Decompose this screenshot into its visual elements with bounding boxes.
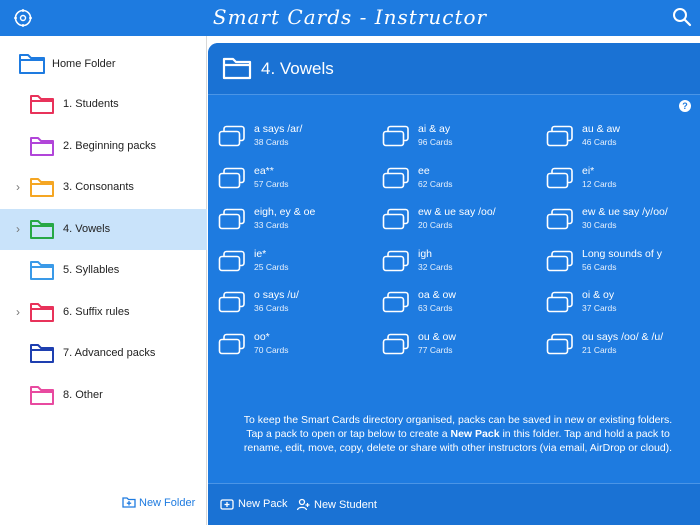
pack-name: ee [418, 164, 430, 177]
pack-name: a says /ar/ [254, 123, 303, 135]
bottom-toolbar [208, 483, 700, 525]
chevron-right-icon[interactable]: › [16, 180, 20, 194]
chevron-right-icon[interactable]: › [16, 221, 20, 236]
pack-name: Long sounds of y [582, 247, 662, 260]
new-pack-button[interactable] [220, 498, 288, 510]
pack-name: igh [418, 247, 433, 260]
folder-icon [29, 176, 55, 203]
card-stack-icon [382, 125, 410, 154]
sidebar-item-label: 8. Other [63, 388, 103, 401]
card-stack-icon [382, 167, 410, 196]
card-stack-icon [218, 333, 246, 362]
card-stack-icon [382, 291, 410, 320]
new-pack-icon [220, 498, 234, 510]
card-stack-icon [382, 333, 410, 362]
card-stack-icon [382, 208, 410, 237]
card-stack-icon [546, 250, 574, 279]
chevron-right-icon[interactable]: › [16, 304, 20, 319]
pack-name: eigh, ey & oe [254, 206, 316, 218]
main-panel [208, 43, 700, 525]
pack-name: ou & ow [418, 330, 456, 343]
pack-item[interactable] [546, 121, 700, 157]
folder-icon [29, 93, 55, 120]
sidebar-item-folder[interactable] [0, 292, 207, 333]
card-stack-icon [218, 125, 246, 154]
pack-name: ie* [254, 247, 267, 260]
sidebar-item-label: 2. Beginning packs [63, 139, 156, 152]
new-student-label: New Student [314, 499, 377, 511]
sidebar-item-label: Home Folder [52, 58, 116, 70]
pack-card-count: 77 Cards [418, 344, 453, 355]
sidebar [0, 36, 207, 525]
sidebar-item-label: 4. Vowels [63, 222, 111, 235]
pack-card-count: 32 Cards [418, 261, 453, 272]
sidebar-item-label: 5. Syllables [63, 264, 120, 276]
pack-item[interactable] [218, 246, 378, 282]
card-stack-icon [382, 250, 410, 279]
card-stack-icon [218, 250, 246, 279]
card-stack-icon [218, 167, 246, 196]
info-text-part: To keep the Smart Cards directory organised, packs can be saved in new or existing folders. Tap a pack to open or tap below to create a [243, 414, 673, 440]
card-stack-icon [546, 333, 574, 362]
sidebar-item-label: 6. Suffix rules [63, 305, 130, 318]
pack-item[interactable] [382, 329, 542, 365]
pack-name: oi & oy [582, 289, 615, 301]
pack-item[interactable] [382, 204, 542, 240]
card-stack-icon [546, 291, 574, 320]
pack-name: oo* [254, 330, 270, 343]
pack-card-count: 56 Cards [582, 261, 617, 272]
top-bar [0, 0, 700, 36]
new-folder-icon [122, 496, 136, 508]
folder-icon [222, 55, 252, 86]
sidebar-item-label: 3. Consonants [63, 181, 134, 193]
pack-item[interactable] [546, 287, 700, 323]
pack-item[interactable] [546, 204, 700, 240]
pack-card-count: 37 Cards [582, 303, 617, 313]
app-title: Smart Cards - Instructor [212, 5, 488, 29]
pack-item[interactable] [382, 121, 542, 157]
pack-item[interactable] [546, 329, 700, 365]
new-student-button[interactable] [296, 498, 377, 511]
pack-card-count: 33 Cards [254, 220, 289, 230]
pack-name: ou says /oo/ & /u/ [582, 330, 664, 343]
pack-card-count: 96 Cards [418, 137, 453, 147]
folder-title: 4. Vowels [261, 59, 334, 78]
folder-header [208, 43, 700, 95]
pack-card-count: 30 Cards [582, 220, 617, 230]
pack-name: ea** [254, 164, 274, 177]
pack-item[interactable] [218, 329, 378, 365]
folder-icon [29, 135, 55, 162]
card-stack-icon [546, 208, 574, 237]
info-text-bold: New Pack [450, 428, 500, 440]
folder-icon [29, 384, 55, 411]
new-folder-button[interactable] [122, 496, 195, 509]
pack-card-count: 20 Cards [418, 220, 453, 230]
search-icon[interactable] [672, 7, 692, 27]
pack-card-count: 36 Cards [254, 303, 289, 313]
sidebar-item-folder[interactable] [0, 375, 207, 416]
sidebar-item-label: 1. Students [63, 98, 119, 110]
folder-icon [29, 218, 55, 245]
pack-item[interactable] [218, 121, 378, 157]
pack-name: au & aw [582, 123, 620, 135]
pack-card-count: 62 Cards [418, 178, 453, 189]
pack-name: ai & ay [418, 123, 451, 135]
pack-card-count: 21 Cards [582, 344, 617, 355]
pack-card-count: 70 Cards [254, 344, 289, 355]
pack-name: ew & ue say /y/oo/ [582, 206, 668, 218]
sidebar-item-label: 7. Advanced packs [63, 347, 156, 359]
pack-item[interactable] [218, 287, 378, 323]
pack-name: oa & ow [418, 289, 456, 301]
card-stack-icon [546, 125, 574, 154]
sidebar-item-folder[interactable] [0, 84, 207, 125]
sidebar-item-folder[interactable] [0, 167, 207, 208]
pack-card-count: 46 Cards [582, 137, 617, 147]
card-stack-icon [546, 167, 574, 196]
sidebar-item-folder[interactable] [0, 250, 207, 291]
card-stack-icon [218, 208, 246, 237]
info-text-part: in this folder. Tap and hold a pack to rename, edit, move, copy, delete or share with other instructors (via email, AirDrop or cloud). [243, 428, 673, 454]
pack-card-count: 57 Cards [254, 178, 289, 189]
pack-name: ew & ue say /oo/ [418, 206, 496, 218]
folder-icon [29, 301, 55, 328]
info-text [238, 413, 678, 455]
folder-icon [18, 51, 46, 80]
sidebar-item-folder[interactable] [0, 333, 207, 374]
folder-icon [29, 342, 55, 369]
sidebar-item-folder[interactable] [0, 209, 207, 250]
sidebar-item-folder[interactable] [0, 126, 207, 167]
pack-card-count: 12 Cards [582, 178, 617, 189]
folder-icon [29, 259, 55, 286]
card-stack-icon [218, 291, 246, 320]
pack-card-count: 25 Cards [254, 261, 289, 272]
pack-name: o says /u/ [254, 289, 299, 301]
sidebar-item-home[interactable] [0, 48, 207, 82]
pack-item[interactable] [218, 163, 378, 199]
pack-item[interactable] [218, 204, 378, 240]
pack-name: ei* [582, 164, 595, 177]
pack-item[interactable] [382, 246, 542, 282]
pack-item[interactable] [546, 163, 700, 199]
pack-item[interactable] [546, 246, 700, 282]
help-icon[interactable]: ? [679, 100, 691, 112]
new-pack-label: New Pack [238, 498, 288, 510]
new-folder-label: New Folder [139, 497, 196, 509]
pack-item[interactable] [382, 287, 542, 323]
pack-card-count: 63 Cards [418, 303, 453, 313]
add-user-icon [296, 498, 310, 511]
pack-item[interactable] [382, 163, 542, 199]
pack-card-count: 38 Cards [254, 137, 289, 147]
